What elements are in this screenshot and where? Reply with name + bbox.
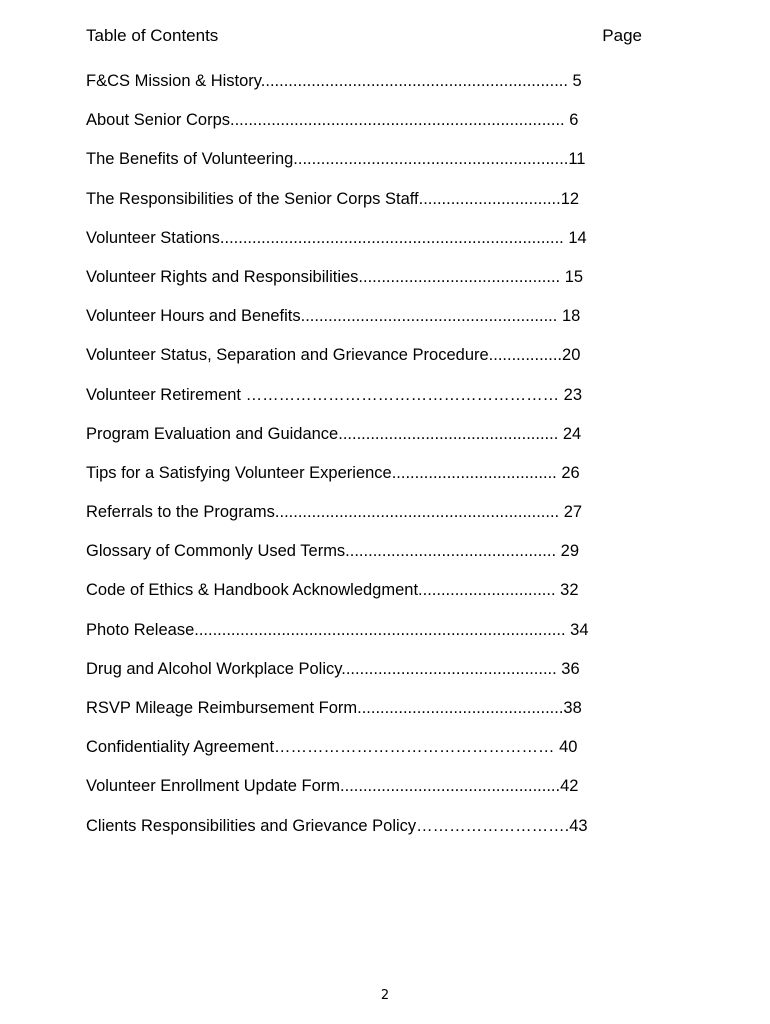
toc-entry-rights-responsibilities[interactable]: Volunteer Rights and Responsibilities............................................ 15	[86, 267, 584, 286]
toc-list	[86, 70, 589, 854]
toc-entry-mission-history[interactable]: F&CS Mission & History................................................................... 5	[86, 72, 582, 90]
toc-entry-program-evaluation[interactable]: Program Evaluation and Guidance................................................ 24	[86, 424, 582, 443]
toc-entry-drug-alcohol-policy[interactable]: Drug and Alcohol Workplace Policy............................................... 36	[86, 659, 580, 678]
toc-entry-about-senior-corps[interactable]: About Senior Corps......................................................................... 6	[86, 111, 579, 130]
toc-entry-photo-release[interactable]: Photo Release................................................................................. 34	[86, 620, 589, 639]
toc-entry-glossary[interactable]: Glossary of Commonly Used Terms.............................................. 29	[86, 542, 579, 561]
page-number: 2	[380, 988, 390, 1003]
toc-entry-status-grievance[interactable]: Volunteer Status, Separation and Grievance Procedure................20	[86, 346, 581, 365]
toc-entry-tips[interactable]: Tips for a Satisfying Volunteer Experience.................................... 26	[86, 463, 580, 482]
toc-entry-benefits-of-volunteering[interactable]: The Benefits of Volunteering............................................................11	[86, 150, 586, 169]
toc-entry-volunteer-stations[interactable]: Volunteer Stations........................................................................... 14	[86, 228, 587, 247]
toc-entry-enrollment-update[interactable]: Volunteer Enrollment Update Form................................................42	[86, 777, 579, 796]
toc-header	[86, 26, 642, 46]
toc-entry-staff-responsibilities[interactable]: The Responsibilities of the Senior Corps Staff...............................12	[86, 189, 580, 208]
toc-entry-mileage-form[interactable]: RSVP Mileage Reimbursement Form.............................................38	[86, 699, 582, 717]
toc-entry-confidentiality[interactable]: Confidentiality Agreement…………………………………………… 40	[86, 738, 578, 757]
toc-entry-clients-grievance[interactable]: Clients Responsibilities and Grievance Policy……………………….43	[86, 816, 588, 835]
toc-title: Table of Contents	[86, 26, 219, 45]
toc-entry-volunteer-retirement[interactable]: Volunteer Retirement ………………………………………………… 23	[86, 385, 583, 404]
toc-entry-hours-benefits[interactable]: Volunteer Hours and Benefits........................................................ 18	[86, 307, 581, 326]
toc-entry-code-of-ethics[interactable]: Code of Ethics & Handbook Acknowledgment.............................. 32	[86, 581, 579, 600]
page-column-label: Page	[602, 26, 642, 45]
toc-entry-referrals[interactable]: Referrals to the Programs.............................................................. 27	[86, 503, 583, 522]
